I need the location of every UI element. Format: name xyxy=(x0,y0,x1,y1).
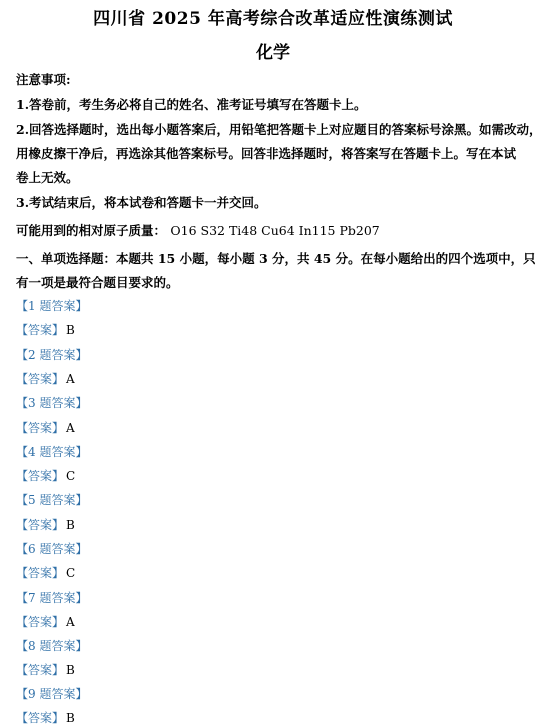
answer-value: B xyxy=(66,518,75,532)
notes-heading: 注意事项: xyxy=(16,72,71,87)
answer-row xyxy=(16,419,75,436)
section-1-line-2: 有一项是最符合题目要求的。 xyxy=(16,275,179,290)
answer-row xyxy=(16,661,75,678)
question-label: 【7 题答案】 xyxy=(16,591,88,605)
question-label: 【3 题答案】 xyxy=(16,396,88,410)
answer-tag: 【答案】 xyxy=(16,421,65,435)
answer-row xyxy=(16,564,75,581)
note-item-3: 3.考试结束后，将本试卷和答题卡一并交回。 xyxy=(16,195,267,210)
answer-tag: 【答案】 xyxy=(16,372,65,386)
answer-row xyxy=(16,370,75,387)
answer-tag: 【答案】 xyxy=(16,518,65,532)
answer-row xyxy=(16,709,75,726)
answer-value: B xyxy=(66,663,75,677)
answer-value: C xyxy=(66,469,76,483)
answer-value: A xyxy=(66,372,75,386)
answer-value: A xyxy=(66,615,75,629)
question-label: 【1 题答案】 xyxy=(16,299,88,313)
question-label: 【9 题答案】 xyxy=(16,687,88,701)
question-label: 【4 题答案】 xyxy=(16,445,88,459)
answer-value: A xyxy=(66,421,75,435)
exam-title: 四川省 2025 年高考综合改革适应性演练测试 xyxy=(93,9,453,29)
answer-value: C xyxy=(66,566,76,580)
answer-tag: 【答案】 xyxy=(16,663,65,677)
atomic-mass-label: 可能用到的相对原子质量： xyxy=(16,223,167,238)
question-label: 【5 题答案】 xyxy=(16,493,88,507)
answer-value: B xyxy=(66,323,75,337)
question-label: 【2 题答案】 xyxy=(16,348,88,362)
answer-value: B xyxy=(66,711,75,725)
question-label: 【8 题答案】 xyxy=(16,639,88,653)
section-1-line-1: 一、单项选择题：本题共 15 小题，每小题 3 分，共 45 分。在每小题给出的四个选项中，只 xyxy=(16,251,536,266)
answer-row xyxy=(16,613,75,630)
answer-tag: 【答案】 xyxy=(16,566,65,580)
answer-row xyxy=(16,516,75,533)
atomic-mass-line xyxy=(16,221,530,239)
answer-tag: 【答案】 xyxy=(16,323,65,337)
answer-row xyxy=(16,321,75,338)
question-label: 【6 题答案】 xyxy=(16,542,88,556)
answer-tag: 【答案】 xyxy=(16,469,65,483)
note-item-2-line-1: 2.回答选择题时，选出每小题答案后，用铅笔把答题卡上对应题目的答案标号涂黑。如需改动， xyxy=(16,122,542,137)
subject-title: 化学 xyxy=(256,43,290,63)
note-item-1: 1.答卷前，考生务必将自己的姓名、准考证号填写在答题卡上。 xyxy=(16,97,367,112)
answer-row xyxy=(16,467,75,484)
answer-tag: 【答案】 xyxy=(16,615,65,629)
answer-tag: 【答案】 xyxy=(16,711,65,725)
note-item-2-line-3: 卷上无效。 xyxy=(16,170,79,185)
atomic-mass-values: O16 S32 Ti48 Cu64 In115 Pb207 xyxy=(170,223,380,238)
note-item-2-line-2: 用橡皮擦干净后，再选涂其他答案标号。回答非选择题时，将答案写在答题卡上。写在本试 xyxy=(16,146,517,161)
